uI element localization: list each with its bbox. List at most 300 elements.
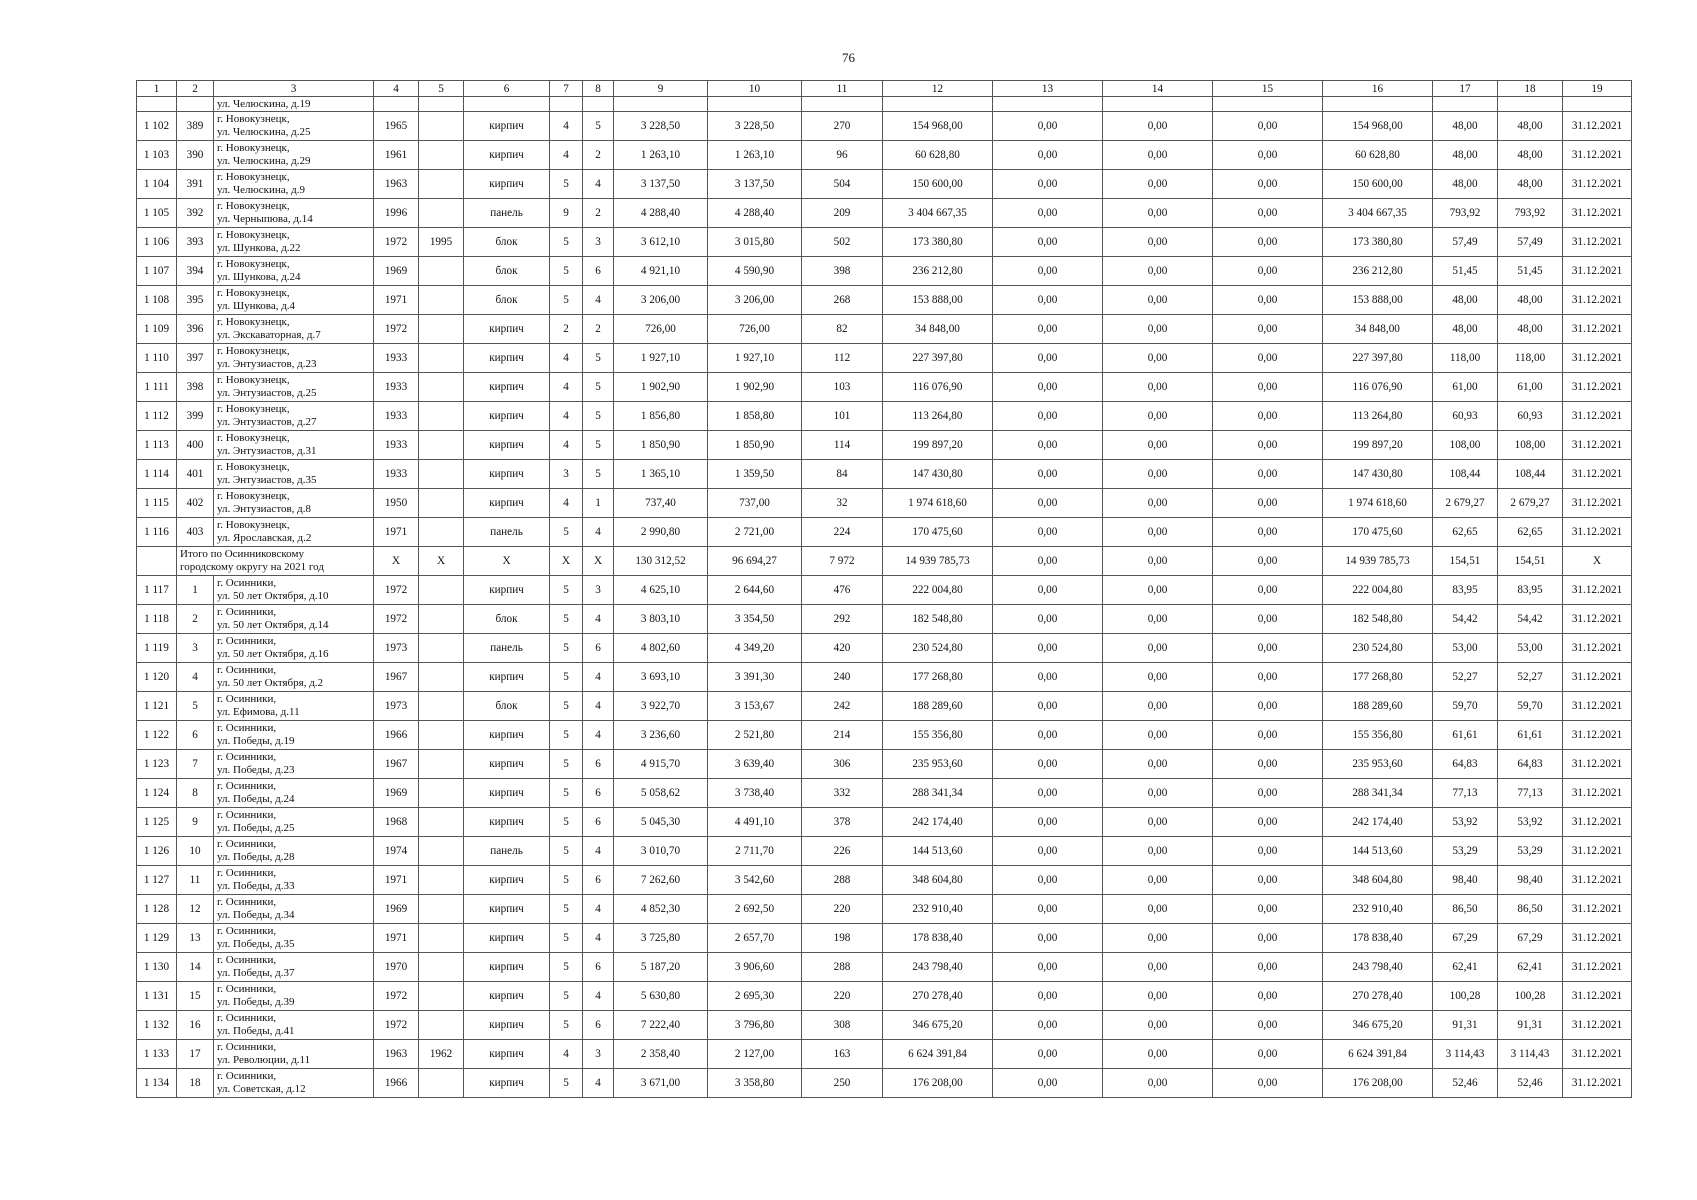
table-cell: кирпич xyxy=(464,344,550,373)
table-cell: 84 xyxy=(802,460,883,489)
table-cell: 4 802,60 xyxy=(614,634,708,663)
table-cell xyxy=(419,750,464,779)
table-cell: кирпич xyxy=(464,402,550,431)
table-cell: 177 268,80 xyxy=(1323,663,1433,692)
address-city: г. Новокузнецк, xyxy=(217,490,290,502)
row-index-cell: 1 109 xyxy=(137,315,177,344)
table-cell: 0,00 xyxy=(1103,837,1213,866)
row-index-cell: 1 120 xyxy=(137,663,177,692)
address-cell xyxy=(214,286,374,315)
table-cell: 0,00 xyxy=(1103,895,1213,924)
table-cell: 31.12.2021 xyxy=(1563,315,1632,344)
address-street: ул. Шункова, д.24 xyxy=(217,271,301,283)
row-index-cell: 1 114 xyxy=(137,460,177,489)
table-cell: 4 xyxy=(550,112,583,141)
row-local-index-cell: 9 xyxy=(177,808,214,837)
address-city: г. Новокузнецк, xyxy=(217,403,290,415)
table-cell: 31.12.2021 xyxy=(1563,895,1632,924)
table-row xyxy=(137,170,1632,199)
table-cell: 0,00 xyxy=(1213,460,1323,489)
table-cell: 1974 xyxy=(374,837,419,866)
row-index-cell: 1 102 xyxy=(137,112,177,141)
address-cell xyxy=(214,170,374,199)
table-row xyxy=(137,866,1632,895)
table-cell: 0,00 xyxy=(1213,199,1323,228)
continued-row xyxy=(137,97,1632,112)
table-cell: 332 xyxy=(802,779,883,808)
table-cell: кирпич xyxy=(464,1011,550,1040)
table-cell: 0,00 xyxy=(1103,402,1213,431)
table-cell: 0,00 xyxy=(1103,518,1213,547)
table-cell: 31.12.2021 xyxy=(1563,808,1632,837)
table-cell: 0,00 xyxy=(993,257,1103,286)
table-cell: 0,00 xyxy=(993,663,1103,692)
row-index-cell: 1 103 xyxy=(137,141,177,170)
address-city: г. Осинники, xyxy=(217,925,277,937)
table-cell: 1 850,90 xyxy=(708,431,802,460)
table-cell: 5 xyxy=(583,344,614,373)
table-cell: 1933 xyxy=(374,344,419,373)
column-header: 2 xyxy=(177,81,214,97)
table-row xyxy=(137,344,1632,373)
table-cell: 232 910,40 xyxy=(1323,895,1433,924)
table-cell: кирпич xyxy=(464,663,550,692)
table-cell: 1969 xyxy=(374,895,419,924)
table-cell: 31.12.2021 xyxy=(1563,721,1632,750)
table-cell: 0,00 xyxy=(1103,373,1213,402)
table-cell: 3 796,80 xyxy=(708,1011,802,1040)
row-index-cell: 1 128 xyxy=(137,895,177,924)
table-cell: 0,00 xyxy=(993,460,1103,489)
table-cell: 3 803,10 xyxy=(614,605,708,634)
table-cell: 3 206,00 xyxy=(614,286,708,315)
table-cell: 0,00 xyxy=(1103,953,1213,982)
table-cell: 5 xyxy=(550,721,583,750)
table-cell: 48,00 xyxy=(1433,315,1498,344)
address-cell xyxy=(214,1011,374,1040)
table-cell xyxy=(419,199,464,228)
table-cell: 3 xyxy=(550,460,583,489)
table-cell: 0,00 xyxy=(1103,460,1213,489)
table-cell: 0,00 xyxy=(993,1069,1103,1098)
table-cell: 0,00 xyxy=(993,808,1103,837)
address-cell xyxy=(214,112,374,141)
table-cell xyxy=(419,1011,464,1040)
address-city: г. Новокузнецк, xyxy=(217,345,290,357)
table-cell: кирпич xyxy=(464,866,550,895)
table-cell: 57,49 xyxy=(1498,228,1563,257)
address-street: ул. Ярославская, д.2 xyxy=(217,532,312,544)
table-cell: 0,00 xyxy=(1213,750,1323,779)
table-cell: кирпич xyxy=(464,750,550,779)
table-cell: 31.12.2021 xyxy=(1563,286,1632,315)
table-cell: 31.12.2021 xyxy=(1563,576,1632,605)
table-cell: 154 968,00 xyxy=(883,112,993,141)
table-cell: 3 906,60 xyxy=(708,953,802,982)
table-cell: 0,00 xyxy=(1103,605,1213,634)
table-cell: 31.12.2021 xyxy=(1563,431,1632,460)
table-cell: 112 xyxy=(802,344,883,373)
table-cell xyxy=(419,634,464,663)
address-street: ул. Ефимова, д.11 xyxy=(217,706,300,718)
table-cell: 1995 xyxy=(419,228,464,257)
table-cell: 5 187,20 xyxy=(614,953,708,982)
table-cell: 31.12.2021 xyxy=(1563,692,1632,721)
table-cell: 3 153,67 xyxy=(708,692,802,721)
table-cell: 61,61 xyxy=(1433,721,1498,750)
address-street: ул. 50 лет Октября, д.14 xyxy=(217,619,329,631)
table-cell: 0,00 xyxy=(1103,344,1213,373)
table-cell xyxy=(137,547,177,576)
total-cell: 14 939 785,73 xyxy=(1323,547,1433,576)
table-row xyxy=(137,634,1632,663)
row-local-index-cell: 1 xyxy=(177,576,214,605)
table-cell: блок xyxy=(464,692,550,721)
table-cell xyxy=(419,605,464,634)
table-cell: 48,00 xyxy=(1498,286,1563,315)
table-cell: 0,00 xyxy=(1103,663,1213,692)
column-header: 8 xyxy=(583,81,614,97)
table-cell: 0,00 xyxy=(993,431,1103,460)
table-cell: кирпич xyxy=(464,895,550,924)
address-city: г. Новокузнецк, xyxy=(217,432,290,444)
table-cell: 726,00 xyxy=(708,315,802,344)
column-header: 12 xyxy=(883,81,993,97)
table-cell xyxy=(419,402,464,431)
table-cell: 0,00 xyxy=(1103,228,1213,257)
row-local-index-cell: 3 xyxy=(177,634,214,663)
table-cell: 2 127,00 xyxy=(708,1040,802,1069)
address-cell xyxy=(214,373,374,402)
table-cell: кирпич xyxy=(464,1069,550,1098)
table-cell: 5 xyxy=(550,924,583,953)
row-index-cell: 1 122 xyxy=(137,721,177,750)
column-header: 1 xyxy=(137,81,177,97)
table-row xyxy=(137,924,1632,953)
table-cell: 0,00 xyxy=(993,518,1103,547)
table-cell: 2 679,27 xyxy=(1498,489,1563,518)
table-cell: 737,40 xyxy=(614,489,708,518)
table-cell: 0,00 xyxy=(1103,141,1213,170)
table-cell: 31.12.2021 xyxy=(1563,779,1632,808)
table-cell: 54,42 xyxy=(1498,605,1563,634)
table-cell: 82 xyxy=(802,315,883,344)
table-cell: 1933 xyxy=(374,460,419,489)
table-cell: 60 628,80 xyxy=(1323,141,1433,170)
table-cell: 230 524,80 xyxy=(1323,634,1433,663)
table-cell: 108,00 xyxy=(1433,431,1498,460)
row-index-cell: 1 131 xyxy=(137,982,177,1011)
table-cell: 209 xyxy=(802,199,883,228)
table-cell: 31.12.2021 xyxy=(1563,141,1632,170)
table-cell xyxy=(419,170,464,199)
table-cell: 1968 xyxy=(374,808,419,837)
row-local-index-cell: 17 xyxy=(177,1040,214,1069)
table-cell xyxy=(419,141,464,170)
table-cell: 1 263,10 xyxy=(708,141,802,170)
table-cell: 53,00 xyxy=(1433,634,1498,663)
table-cell: 0,00 xyxy=(1213,1069,1323,1098)
address-city: г. Осинники, xyxy=(217,751,277,763)
table-cell xyxy=(419,779,464,808)
table-cell: 242 174,40 xyxy=(1323,808,1433,837)
table-cell xyxy=(419,924,464,953)
table-cell: 6 xyxy=(583,257,614,286)
table-cell: 154 968,00 xyxy=(1323,112,1433,141)
address-cell xyxy=(214,663,374,692)
table-cell: 32 xyxy=(802,489,883,518)
table-cell: 1971 xyxy=(374,518,419,547)
table-cell: 0,00 xyxy=(993,982,1103,1011)
table-cell: 1970 xyxy=(374,953,419,982)
table-cell: 0,00 xyxy=(1103,866,1213,895)
table-cell: 176 208,00 xyxy=(883,1069,993,1098)
table-cell: 0,00 xyxy=(1213,953,1323,982)
table-cell xyxy=(419,431,464,460)
address-city: г. Осинники, xyxy=(217,896,277,908)
column-header: 11 xyxy=(802,81,883,97)
table-cell: 288 xyxy=(802,866,883,895)
table-cell: 4 xyxy=(583,518,614,547)
table-cell: 0,00 xyxy=(1213,692,1323,721)
table-cell: 6 xyxy=(583,866,614,895)
table-cell: 64,83 xyxy=(1498,750,1563,779)
column-header: 15 xyxy=(1213,81,1323,97)
address-street: ул. Энтузиастов, д.35 xyxy=(217,474,317,486)
table-cell: 726,00 xyxy=(614,315,708,344)
address-street: ул. Челюскина, д.25 xyxy=(217,126,311,138)
table-cell: 1971 xyxy=(374,924,419,953)
table-cell: 155 356,80 xyxy=(883,721,993,750)
table-cell: 6 xyxy=(583,953,614,982)
row-index-cell: 1 117 xyxy=(137,576,177,605)
table-cell: 31.12.2021 xyxy=(1563,373,1632,402)
address-street: ул. Энтузиастов, д.27 xyxy=(217,416,317,428)
table-cell: 5 xyxy=(583,112,614,141)
row-local-index-cell: 401 xyxy=(177,460,214,489)
table-cell: 4 xyxy=(583,692,614,721)
table-cell: 5 xyxy=(550,895,583,924)
row-local-index-cell: 402 xyxy=(177,489,214,518)
table-cell: 4 xyxy=(550,431,583,460)
address-city: г. Новокузнецк, xyxy=(217,142,290,154)
table-cell: кирпич xyxy=(464,982,550,1011)
table-cell xyxy=(419,460,464,489)
table-cell: 51,45 xyxy=(1498,257,1563,286)
address-street: ул. Победы, д.34 xyxy=(217,909,295,921)
table-cell: 67,29 xyxy=(1433,924,1498,953)
table-cell: 198 xyxy=(802,924,883,953)
table-cell: 4 xyxy=(550,1040,583,1069)
table-cell: 4 xyxy=(550,344,583,373)
table-cell xyxy=(419,344,464,373)
table-cell: 3 693,10 xyxy=(614,663,708,692)
table-cell: 226 xyxy=(802,837,883,866)
address-city: г. Новокузнецк, xyxy=(217,113,290,125)
table-cell xyxy=(419,663,464,692)
table-cell: 67,29 xyxy=(1498,924,1563,953)
row-local-index-cell: 397 xyxy=(177,344,214,373)
address-street: ул. Челюскина, д.29 xyxy=(217,155,311,167)
table-cell: 5 xyxy=(550,228,583,257)
table-row xyxy=(137,576,1632,605)
table-cell: 0,00 xyxy=(1213,344,1323,373)
table-cell: 1971 xyxy=(374,866,419,895)
table-cell: 227 397,80 xyxy=(1323,344,1433,373)
table-row xyxy=(137,141,1632,170)
table-cell: 0,00 xyxy=(1213,489,1323,518)
row-local-index-cell: 390 xyxy=(177,141,214,170)
table-cell: 1966 xyxy=(374,1069,419,1098)
address-cell xyxy=(214,460,374,489)
table-cell: 1972 xyxy=(374,982,419,1011)
table-cell xyxy=(419,489,464,518)
table-cell: 3 404 667,35 xyxy=(883,199,993,228)
table-cell: 3 010,70 xyxy=(614,837,708,866)
table-cell: 52,46 xyxy=(1433,1069,1498,1098)
table-cell: 100,28 xyxy=(1498,982,1563,1011)
address-cell: ул. Челюскина, д.19 xyxy=(214,97,374,112)
address-street: ул. 50 лет Октября, д.10 xyxy=(217,590,329,602)
table-cell: 1963 xyxy=(374,1040,419,1069)
table-cell: 3 738,40 xyxy=(708,779,802,808)
total-cell: X xyxy=(419,547,464,576)
total-cell: 14 939 785,73 xyxy=(883,547,993,576)
column-header: 19 xyxy=(1563,81,1632,97)
table-cell: 31.12.2021 xyxy=(1563,257,1632,286)
table-cell: 64,83 xyxy=(1433,750,1498,779)
row-local-index-cell: 389 xyxy=(177,112,214,141)
table-cell: 0,00 xyxy=(993,402,1103,431)
column-header: 5 xyxy=(419,81,464,97)
table-cell: 0,00 xyxy=(1103,112,1213,141)
table-cell: 4 590,90 xyxy=(708,257,802,286)
table-cell: 5 xyxy=(583,373,614,402)
table-cell: 0,00 xyxy=(993,634,1103,663)
table-cell: 31.12.2021 xyxy=(1563,1069,1632,1098)
table-cell: 1933 xyxy=(374,402,419,431)
address-street: ул. Победы, д.23 xyxy=(217,764,295,776)
column-header: 7 xyxy=(550,81,583,97)
row-local-index-cell: 4 xyxy=(177,663,214,692)
table-cell: 5 xyxy=(583,431,614,460)
table-cell xyxy=(419,895,464,924)
table-cell: кирпич xyxy=(464,431,550,460)
table-cell: 113 264,80 xyxy=(1323,402,1433,431)
row-local-index-cell: 10 xyxy=(177,837,214,866)
register-table xyxy=(136,80,1632,1098)
table-cell: 153 888,00 xyxy=(883,286,993,315)
table-cell: 398 xyxy=(802,257,883,286)
table-cell: 31.12.2021 xyxy=(1563,1040,1632,1069)
table-cell: 1972 xyxy=(374,576,419,605)
table-cell: 0,00 xyxy=(1213,808,1323,837)
row-index-cell: 1 123 xyxy=(137,750,177,779)
address-street: ул. Победы, д.37 xyxy=(217,967,295,979)
table-row xyxy=(137,518,1632,547)
address-street: ул. Победы, д.39 xyxy=(217,996,295,1008)
address-cell xyxy=(214,141,374,170)
table-row xyxy=(137,228,1632,257)
table-row xyxy=(137,402,1632,431)
table-row xyxy=(137,721,1632,750)
table-cell: 108,00 xyxy=(1498,431,1563,460)
table-cell: 348 604,80 xyxy=(1323,866,1433,895)
table-cell: 0,00 xyxy=(1103,779,1213,808)
table-cell: 114 xyxy=(802,431,883,460)
table-cell: 270 278,40 xyxy=(1323,982,1433,1011)
table-cell: 103 xyxy=(802,373,883,402)
table-cell: 31.12.2021 xyxy=(1563,344,1632,373)
table-cell: 91,31 xyxy=(1498,1011,1563,1040)
table-cell: кирпич xyxy=(464,170,550,199)
table-cell: 0,00 xyxy=(1103,721,1213,750)
table-cell: 1961 xyxy=(374,141,419,170)
table-cell: 48,00 xyxy=(1433,112,1498,141)
table-cell: 1973 xyxy=(374,634,419,663)
address-street: ул. Победы, д.28 xyxy=(217,851,295,863)
table-cell: 1 263,10 xyxy=(614,141,708,170)
table-cell: 5 058,62 xyxy=(614,779,708,808)
table-cell: 5 xyxy=(550,170,583,199)
table-cell: панель xyxy=(464,837,550,866)
table-cell: 1969 xyxy=(374,257,419,286)
row-local-index-cell: 11 xyxy=(177,866,214,895)
table-cell: 0,00 xyxy=(1103,692,1213,721)
table-cell: 48,00 xyxy=(1433,286,1498,315)
table-cell: 31.12.2021 xyxy=(1563,663,1632,692)
table-cell: 3 671,00 xyxy=(614,1069,708,1098)
address-street: ул. Победы, д.19 xyxy=(217,735,295,747)
table-cell: 5 xyxy=(550,692,583,721)
table-cell: 3 114,43 xyxy=(1433,1040,1498,1069)
table-cell: 144 513,60 xyxy=(883,837,993,866)
table-cell: 1933 xyxy=(374,431,419,460)
table-cell: 31.12.2021 xyxy=(1563,402,1632,431)
table-cell: блок xyxy=(464,286,550,315)
table-cell: 0,00 xyxy=(1103,286,1213,315)
table-cell: 6 xyxy=(583,779,614,808)
table-row xyxy=(137,605,1632,634)
row-local-index-cell: 395 xyxy=(177,286,214,315)
table-cell: 31.12.2021 xyxy=(1563,170,1632,199)
table-cell: 224 xyxy=(802,518,883,547)
table-cell: 0,00 xyxy=(993,750,1103,779)
table-cell: 3 137,50 xyxy=(614,170,708,199)
table-cell: 199 897,20 xyxy=(883,431,993,460)
table-cell: 476 xyxy=(802,576,883,605)
address-cell xyxy=(214,692,374,721)
table-cell: 2 xyxy=(583,315,614,344)
table-cell: 4 491,10 xyxy=(708,808,802,837)
row-local-index-cell: 398 xyxy=(177,373,214,402)
row-index-cell: 1 113 xyxy=(137,431,177,460)
table-cell: 4 xyxy=(583,1069,614,1098)
table-cell: 5 630,80 xyxy=(614,982,708,1011)
table-cell: 150 600,00 xyxy=(1323,170,1433,199)
table-cell: 1 974 618,60 xyxy=(1323,489,1433,518)
table-cell: 100,28 xyxy=(1433,982,1498,1011)
table-cell: 113 264,80 xyxy=(883,402,993,431)
table-cell: 118,00 xyxy=(1433,344,1498,373)
table-cell: 31.12.2021 xyxy=(1563,953,1632,982)
total-cell: 0,00 xyxy=(993,547,1103,576)
address-city: г. Осинники, xyxy=(217,722,277,734)
address-city: г. Осинники, xyxy=(217,606,277,618)
address-street: ул. Экскаваторная, д.7 xyxy=(217,329,321,341)
table-cell: 1973 xyxy=(374,692,419,721)
row-index-cell: 1 116 xyxy=(137,518,177,547)
